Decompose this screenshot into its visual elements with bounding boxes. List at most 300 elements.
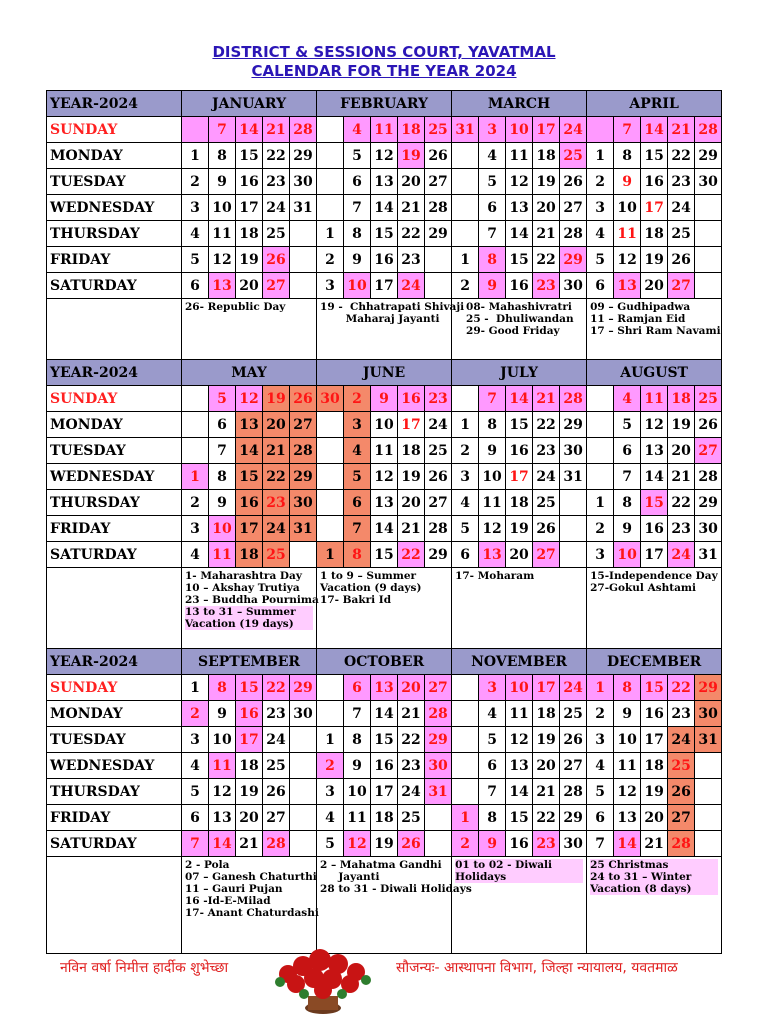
date-cell: 9: [614, 516, 641, 542]
day-label-monday: MONDAY: [47, 412, 182, 438]
date-cell: 14: [641, 117, 668, 143]
date-cell: [452, 386, 479, 412]
date-cell: [317, 438, 344, 464]
date-cell: [587, 117, 614, 143]
date-cell: [182, 386, 209, 412]
date-cell: 24: [560, 675, 587, 701]
date-cell: 23: [263, 169, 290, 195]
date-cell: 23: [398, 247, 425, 273]
date-cell: 1: [587, 490, 614, 516]
date-cell: 27: [425, 490, 452, 516]
date-cell: 15: [506, 805, 533, 831]
date-cell: 23: [533, 273, 560, 299]
date-cell: 27: [425, 675, 452, 701]
date-cell: 13: [641, 438, 668, 464]
date-cell: 21: [263, 117, 290, 143]
day-label-wednesday: WEDNESDAY: [47, 195, 182, 221]
date-cell: 12: [344, 831, 371, 857]
date-cell: 3: [587, 727, 614, 753]
date-cell: 26: [668, 247, 695, 273]
date-cell: 3: [479, 117, 506, 143]
date-cell: 26: [533, 516, 560, 542]
date-cell: 29: [560, 805, 587, 831]
date-cell: 17: [371, 779, 398, 805]
date-cell: [452, 779, 479, 805]
date-cell: 25: [560, 143, 587, 169]
date-cell: 21: [533, 779, 560, 805]
date-cell: 24: [533, 464, 560, 490]
court-title: DISTRICT & SESSIONS COURT, YAVATMAL: [212, 43, 556, 61]
date-cell: 3: [182, 195, 209, 221]
date-cell: 18: [641, 221, 668, 247]
day-label-saturday: SATURDAY: [47, 273, 182, 299]
date-cell: 17: [236, 195, 263, 221]
date-cell: 21: [533, 386, 560, 412]
date-cell: [290, 247, 317, 273]
date-cell: 26: [560, 169, 587, 195]
holiday-note: 2 - Pola: [185, 859, 230, 871]
date-cell: [695, 221, 722, 247]
date-cell: 28: [425, 701, 452, 727]
day-label-sunday: SUNDAY: [47, 386, 182, 412]
month-header-january: JANUARY: [182, 91, 317, 117]
date-cell: 28: [560, 779, 587, 805]
date-cell: 5: [182, 247, 209, 273]
date-cell: 7: [209, 438, 236, 464]
date-cell: 6: [479, 195, 506, 221]
date-cell: 20: [398, 675, 425, 701]
date-cell: [290, 727, 317, 753]
holiday-note: 17 – Shri Ram Navami: [590, 325, 721, 337]
date-cell: 15: [371, 542, 398, 568]
holiday-notes-october: [317, 857, 472, 954]
date-cell: 7: [614, 464, 641, 490]
holiday-note: 28 to 31 - Diwali Holidays: [320, 883, 472, 895]
date-cell: 16: [641, 516, 668, 542]
date-cell: 10: [479, 464, 506, 490]
date-cell: 2: [182, 169, 209, 195]
holiday-note: 07 – Ganesh Chaturthi: [185, 871, 317, 883]
date-cell: 17: [236, 727, 263, 753]
date-cell: 7: [614, 117, 641, 143]
date-cell: 22: [398, 727, 425, 753]
date-cell: 8: [614, 143, 641, 169]
date-cell: 17: [533, 675, 560, 701]
date-cell: 5: [479, 169, 506, 195]
date-cell: 8: [479, 412, 506, 438]
holiday-note: 11 – Gauri Pujan: [185, 883, 283, 895]
date-cell: 2: [182, 701, 209, 727]
date-cell: 29: [560, 412, 587, 438]
date-cell: 10: [209, 195, 236, 221]
date-cell: 9: [614, 701, 641, 727]
date-cell: 23: [398, 753, 425, 779]
date-cell: 20: [641, 273, 668, 299]
date-cell: 29: [425, 727, 452, 753]
date-cell: 14: [506, 221, 533, 247]
date-cell: 22: [533, 412, 560, 438]
date-cell: [587, 464, 614, 490]
date-cell: 21: [398, 195, 425, 221]
date-cell: 6: [182, 273, 209, 299]
date-cell: 13: [209, 273, 236, 299]
date-cell: 7: [209, 117, 236, 143]
date-cell: [317, 412, 344, 438]
date-cell: 29: [695, 143, 722, 169]
holiday-note: 10 – Akshay Trutiya: [185, 582, 300, 594]
date-cell: 18: [398, 438, 425, 464]
holiday-note: Holidays: [455, 871, 507, 883]
date-cell: 24: [263, 195, 290, 221]
date-cell: 25: [668, 753, 695, 779]
date-cell: 16: [641, 701, 668, 727]
date-cell: 7: [182, 831, 209, 857]
day-label-monday: MONDAY: [47, 143, 182, 169]
date-cell: 22: [533, 247, 560, 273]
date-cell: 15: [236, 143, 263, 169]
date-cell: 21: [668, 117, 695, 143]
holiday-note: 1- Maharashtra Day: [185, 570, 302, 582]
date-cell: 11: [506, 143, 533, 169]
date-cell: 31: [452, 117, 479, 143]
date-cell: 24: [668, 195, 695, 221]
date-cell: 6: [587, 273, 614, 299]
date-cell: 12: [641, 412, 668, 438]
holiday-note: 25 - Dhuliwandan: [455, 313, 574, 325]
date-cell: 9: [371, 386, 398, 412]
date-cell: 18: [236, 221, 263, 247]
date-cell: 16: [236, 169, 263, 195]
date-cell: 13: [506, 753, 533, 779]
date-cell: 22: [398, 221, 425, 247]
holiday-note: 09 – Gudhipadwa: [590, 301, 691, 313]
date-cell: 14: [614, 831, 641, 857]
date-cell: 9: [344, 753, 371, 779]
date-cell: 1: [587, 675, 614, 701]
date-cell: 13: [371, 169, 398, 195]
date-cell: 29: [425, 542, 452, 568]
date-cell: 24: [398, 779, 425, 805]
date-cell: 28: [695, 464, 722, 490]
date-cell: [317, 516, 344, 542]
date-cell: 18: [506, 490, 533, 516]
rose-bouquet-icon: [268, 946, 378, 1016]
date-cell: 7: [479, 386, 506, 412]
date-cell: 7: [344, 516, 371, 542]
date-cell: 6: [209, 412, 236, 438]
date-cell: [317, 464, 344, 490]
date-cell: 8: [614, 490, 641, 516]
date-cell: 20: [641, 805, 668, 831]
date-cell: 14: [209, 831, 236, 857]
date-cell: 6: [479, 753, 506, 779]
date-cell: 19: [371, 831, 398, 857]
date-cell: 10: [614, 727, 641, 753]
date-cell: 9: [209, 490, 236, 516]
date-cell: [695, 195, 722, 221]
date-cell: 21: [398, 516, 425, 542]
date-cell: 29: [290, 464, 317, 490]
date-cell: 9: [209, 701, 236, 727]
date-cell: 8: [209, 143, 236, 169]
date-cell: 10: [209, 727, 236, 753]
date-cell: 29: [425, 221, 452, 247]
holiday-note: 23 – Buddha Pournima: [185, 594, 319, 606]
month-header-june: JUNE: [317, 360, 452, 386]
date-cell: [695, 805, 722, 831]
date-cell: 19: [641, 779, 668, 805]
date-cell: [425, 805, 452, 831]
date-cell: [290, 753, 317, 779]
date-cell: 27: [560, 753, 587, 779]
date-cell: 16: [371, 247, 398, 273]
date-cell: 11: [614, 221, 641, 247]
date-cell: 30: [560, 831, 587, 857]
date-cell: 28: [425, 516, 452, 542]
date-cell: 8: [479, 805, 506, 831]
date-cell: 23: [263, 490, 290, 516]
date-cell: 4: [479, 143, 506, 169]
date-cell: [425, 247, 452, 273]
date-cell: 29: [695, 675, 722, 701]
holiday-notes-may: [182, 568, 317, 649]
date-cell: 28: [425, 195, 452, 221]
date-cell: [317, 195, 344, 221]
date-cell: 28: [290, 117, 317, 143]
date-cell: 11: [209, 221, 236, 247]
date-cell: 21: [236, 831, 263, 857]
month-header-march: MARCH: [452, 91, 587, 117]
year-label: YEAR-2024: [47, 649, 182, 675]
date-cell: 31: [695, 727, 722, 753]
holiday-notes-july: [452, 568, 587, 649]
calendar-table: [46, 90, 722, 954]
date-cell: [317, 143, 344, 169]
date-cell: 30: [290, 701, 317, 727]
date-cell: 5: [317, 831, 344, 857]
date-cell: 27: [425, 169, 452, 195]
date-cell: 1: [317, 542, 344, 568]
date-cell: 18: [371, 805, 398, 831]
date-cell: 5: [209, 386, 236, 412]
holiday-note: 17- Bakri Id: [320, 594, 392, 606]
date-cell: [560, 516, 587, 542]
date-cell: 1: [452, 247, 479, 273]
date-cell: 1: [452, 412, 479, 438]
date-cell: 31: [695, 542, 722, 568]
date-cell: 3: [182, 516, 209, 542]
month-header-february: FEBRUARY: [317, 91, 452, 117]
date-cell: 9: [209, 169, 236, 195]
date-cell: 26: [695, 412, 722, 438]
date-cell: 11: [506, 701, 533, 727]
date-cell: 4: [614, 386, 641, 412]
date-cell: 25: [560, 701, 587, 727]
date-cell: 3: [452, 464, 479, 490]
date-cell: 20: [668, 438, 695, 464]
date-cell: 10: [506, 675, 533, 701]
date-cell: 22: [668, 490, 695, 516]
date-cell: 29: [695, 490, 722, 516]
date-cell: 8: [209, 464, 236, 490]
date-cell: 31: [560, 464, 587, 490]
date-cell: 11: [641, 386, 668, 412]
date-cell: 4: [587, 221, 614, 247]
notes-spacer: [47, 299, 182, 360]
date-cell: [560, 490, 587, 516]
month-header-may: MAY: [182, 360, 317, 386]
day-label-wednesday: WEDNESDAY: [47, 464, 182, 490]
date-cell: 1: [182, 464, 209, 490]
date-cell: 15: [641, 143, 668, 169]
date-cell: 2: [317, 247, 344, 273]
date-cell: [695, 273, 722, 299]
date-cell: 10: [506, 117, 533, 143]
date-cell: [695, 831, 722, 857]
date-cell: 2: [452, 273, 479, 299]
day-label-tuesday: TUESDAY: [47, 438, 182, 464]
date-cell: 14: [371, 701, 398, 727]
date-cell: 5: [182, 779, 209, 805]
date-cell: 20: [533, 195, 560, 221]
date-cell: 17: [641, 727, 668, 753]
day-label-sunday: SUNDAY: [47, 675, 182, 701]
date-cell: 4: [587, 753, 614, 779]
holiday-notes-january: [182, 299, 317, 360]
date-cell: 26: [290, 386, 317, 412]
date-cell: 13: [236, 412, 263, 438]
date-cell: 11: [344, 805, 371, 831]
date-cell: 5: [587, 779, 614, 805]
date-cell: 4: [182, 542, 209, 568]
date-cell: 22: [668, 675, 695, 701]
date-cell: 27: [263, 805, 290, 831]
date-cell: 20: [398, 490, 425, 516]
date-cell: 27: [668, 805, 695, 831]
date-cell: 29: [560, 247, 587, 273]
date-cell: 4: [317, 805, 344, 831]
date-cell: [587, 438, 614, 464]
holiday-note: 11 – Ramjan Eid: [590, 313, 686, 325]
date-cell: 25: [695, 386, 722, 412]
date-cell: 18: [533, 143, 560, 169]
date-cell: 11: [209, 542, 236, 568]
date-cell: 22: [263, 464, 290, 490]
date-cell: 6: [614, 438, 641, 464]
date-cell: 8: [479, 247, 506, 273]
month-header-july: JULY: [452, 360, 587, 386]
holiday-note: 19 - Chhatrapati Shivaji: [320, 301, 465, 313]
date-cell: 6: [344, 675, 371, 701]
date-cell: 30: [695, 169, 722, 195]
date-cell: 1: [182, 143, 209, 169]
holiday-note: 1 to 9 – Summer: [320, 570, 417, 582]
date-cell: 13: [371, 490, 398, 516]
date-cell: 17: [641, 195, 668, 221]
date-cell: 19: [506, 516, 533, 542]
date-cell: 15: [371, 221, 398, 247]
date-cell: 28: [263, 831, 290, 857]
holiday-note: Vacation (19 days): [185, 618, 294, 630]
date-cell: 19: [398, 464, 425, 490]
date-cell: 10: [614, 195, 641, 221]
date-cell: 2: [452, 831, 479, 857]
date-cell: 2: [344, 386, 371, 412]
date-cell: 15: [641, 675, 668, 701]
holiday-note: 26- Republic Day: [185, 301, 286, 313]
date-cell: 26: [263, 779, 290, 805]
holiday-notes-september: [182, 857, 317, 954]
date-cell: 14: [506, 386, 533, 412]
date-cell: 4: [182, 221, 209, 247]
holiday-note: Vacation (8 days): [590, 883, 692, 895]
date-cell: 7: [344, 195, 371, 221]
date-cell: 28: [290, 438, 317, 464]
date-cell: 12: [506, 169, 533, 195]
date-cell: [290, 542, 317, 568]
date-cell: 25: [668, 221, 695, 247]
date-cell: 12: [371, 143, 398, 169]
date-cell: 18: [236, 753, 263, 779]
date-cell: 25: [263, 542, 290, 568]
date-cell: 12: [209, 247, 236, 273]
date-cell: 20: [533, 753, 560, 779]
date-cell: [587, 386, 614, 412]
date-cell: 13: [209, 805, 236, 831]
date-cell: 3: [587, 542, 614, 568]
date-cell: 14: [506, 779, 533, 805]
month-header-april: APRIL: [587, 91, 722, 117]
holiday-notes-november: [452, 857, 587, 954]
holiday-note: 29- Good Friday: [455, 325, 560, 337]
date-cell: 10: [209, 516, 236, 542]
date-cell: 17: [506, 464, 533, 490]
date-cell: 6: [344, 490, 371, 516]
date-cell: [290, 779, 317, 805]
date-cell: 30: [695, 701, 722, 727]
date-cell: 3: [587, 195, 614, 221]
day-label-tuesday: TUESDAY: [47, 169, 182, 195]
date-cell: 22: [398, 542, 425, 568]
date-cell: 2: [587, 701, 614, 727]
date-cell: 24: [425, 412, 452, 438]
date-cell: 30: [695, 516, 722, 542]
date-cell: [290, 831, 317, 857]
date-cell: [182, 438, 209, 464]
date-cell: 1: [452, 805, 479, 831]
month-header-november: NOVEMBER: [452, 649, 587, 675]
date-cell: 5: [344, 464, 371, 490]
date-cell: 23: [263, 701, 290, 727]
date-cell: 21: [533, 221, 560, 247]
date-cell: 10: [344, 273, 371, 299]
date-cell: [695, 779, 722, 805]
date-cell: 23: [668, 169, 695, 195]
date-cell: 11: [371, 117, 398, 143]
date-cell: [452, 727, 479, 753]
date-cell: 25: [398, 805, 425, 831]
date-cell: 14: [371, 195, 398, 221]
date-cell: 17: [398, 412, 425, 438]
date-cell: 30: [317, 386, 344, 412]
date-cell: [425, 273, 452, 299]
date-cell: 20: [236, 273, 263, 299]
date-cell: 20: [236, 805, 263, 831]
date-cell: 11: [371, 438, 398, 464]
date-cell: 13: [506, 195, 533, 221]
date-cell: 3: [182, 727, 209, 753]
date-cell: 12: [371, 464, 398, 490]
